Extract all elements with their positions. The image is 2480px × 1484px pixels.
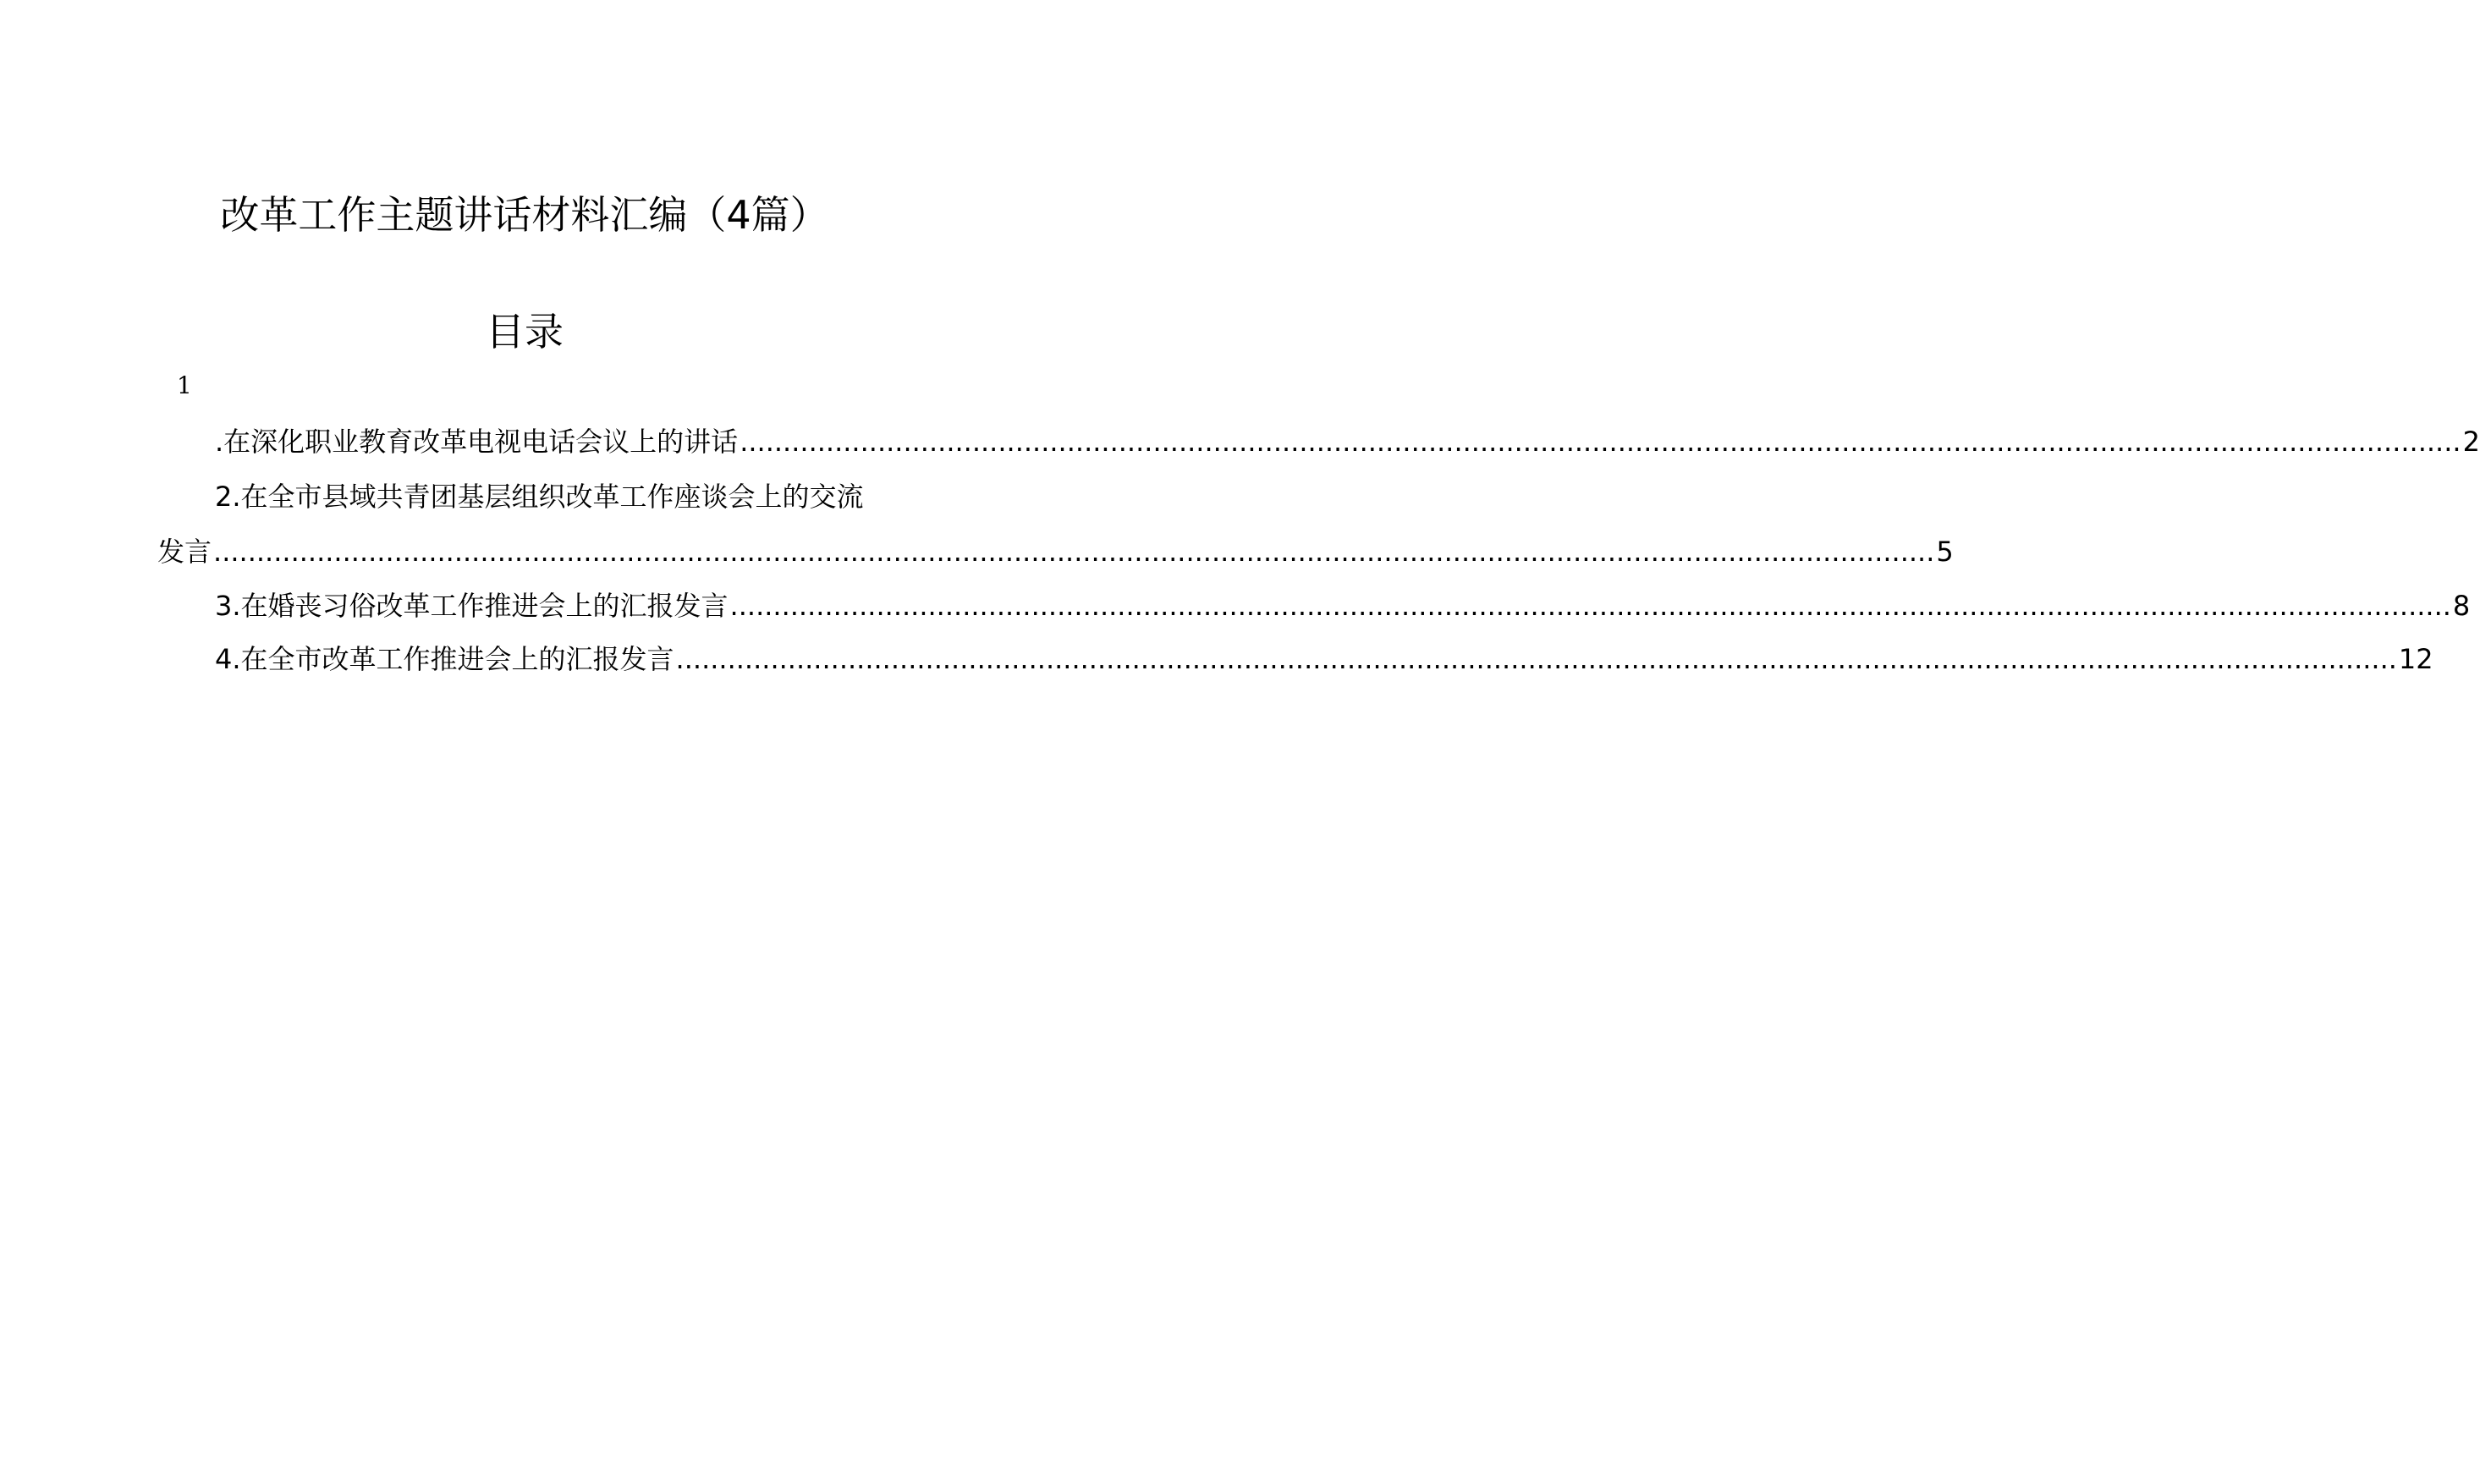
toc-entry-text: 4.在全市改革工作推进会上的汇报发言 xyxy=(215,643,674,675)
toc-entry-text: 3.在婚丧习俗改革工作推进会上的汇报发言 xyxy=(215,590,729,622)
toc-entry-page: 5 xyxy=(1936,536,1954,568)
toc-leader-dots: ........................................................................................................................................................................................................ xyxy=(675,643,2397,675)
toc-leader-dots: ........................................................................................................................................................................................................ xyxy=(729,590,2451,622)
toc-entry-page: 12 xyxy=(2398,643,2433,675)
toc-entry-text: 发言 xyxy=(157,536,212,568)
toc-entry-page: 2 xyxy=(2462,426,2480,458)
toc-heading: 目录 xyxy=(486,309,564,355)
toc-leader-dots: ........................................................................................................................................................................................................ xyxy=(213,536,1935,568)
toc-entry-page: 8 xyxy=(2452,590,2471,622)
stray-number: 1 xyxy=(177,371,192,399)
toc-entry-4[interactable] xyxy=(215,640,2433,678)
toc-entry-2-line1[interactable] xyxy=(215,478,892,515)
toc-entry-3[interactable] xyxy=(215,587,2471,624)
document-title: 改革工作主题讲话材料汇编（4篇） xyxy=(220,192,829,238)
toc-entry-text: 2.在全市县域共青团基层组织改革工作座谈会上的交流 xyxy=(215,481,864,513)
toc-entry-1[interactable] xyxy=(215,423,2480,460)
toc-entry-text: .在深化职业教育改革电视电话会议上的讲话 xyxy=(215,426,739,458)
toc-leader-dots: ........................................................................................................................................................................................................ xyxy=(740,426,2461,458)
toc-entry-2-line2[interactable] xyxy=(157,533,1954,570)
